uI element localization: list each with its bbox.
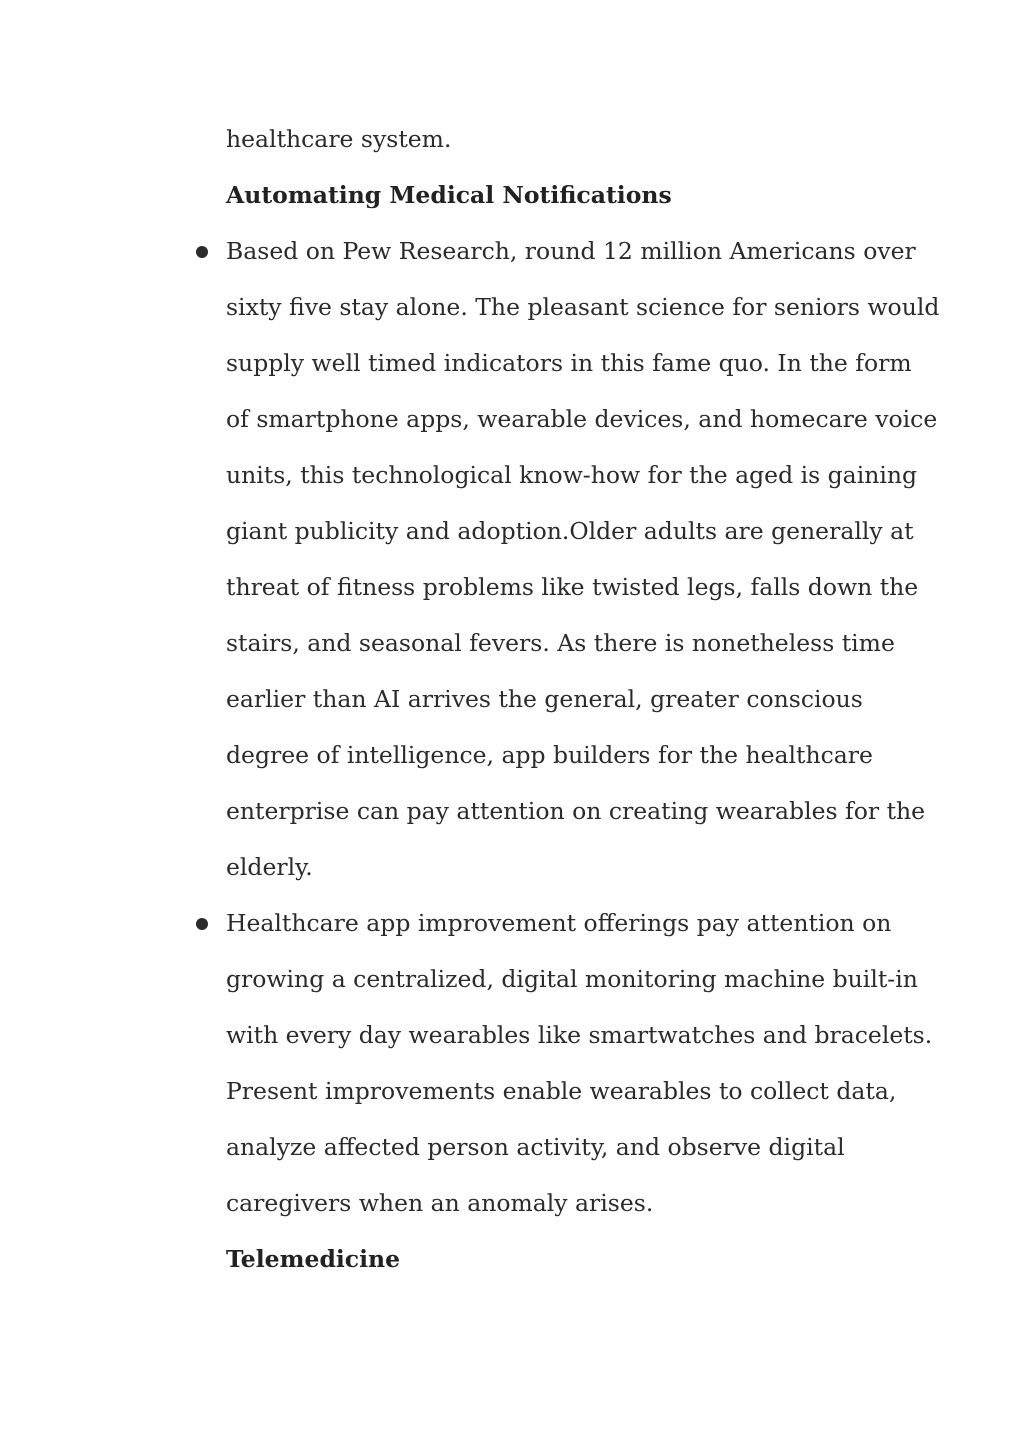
bullet1-line: of smartphone apps, wearable devices, and homecare voice bbox=[226, 405, 938, 433]
bullet1-line: earlier than AI arrives the general, greater conscious bbox=[226, 685, 863, 713]
bullet1-line: units, this technological know-how for the aged is gaining bbox=[226, 461, 918, 489]
bullet1-line: degree of intelligence, app builders for the healthcare bbox=[226, 741, 873, 769]
bullet-point-icon bbox=[196, 246, 208, 258]
bullet1-line: sixty five stay alone. The pleasant science for seniors would bbox=[226, 293, 940, 321]
bullet1-line: giant publicity and adoption.Older adults are generally at bbox=[226, 517, 914, 545]
bullet2-line: growing a centralized, digital monitoring machine built-in bbox=[226, 965, 918, 993]
intro-fragment: healthcare system. bbox=[226, 125, 452, 153]
section-heading-automating-medical-notifications: Automating Medical Notifications bbox=[226, 181, 672, 209]
bullet2-line: Present improvements enable wearables to collect data, bbox=[226, 1077, 897, 1105]
bullet2-line: analyze affected person activity, and observe digital bbox=[226, 1133, 845, 1161]
bullet-point-icon bbox=[196, 918, 208, 930]
section-heading-telemedicine: Telemedicine bbox=[226, 1245, 401, 1273]
bullet1-line: Based on Pew Research, round 12 million Americans over bbox=[226, 237, 916, 265]
bullet2-line: Healthcare app improvement offerings pay attention on bbox=[226, 909, 892, 937]
bullet2-line: caregivers when an anomaly arises. bbox=[226, 1189, 654, 1217]
bullet2-line: with every day wearables like smartwatches and bracelets. bbox=[226, 1021, 933, 1049]
bullet1-line: elderly. bbox=[226, 853, 313, 881]
bullet1-line: threat of fitness problems like twisted legs, falls down the bbox=[226, 573, 919, 601]
bullet1-line: enterprise can pay attention on creating wearables for the bbox=[226, 797, 926, 825]
bullet1-line: supply well timed indicators in this fame quo. In the form bbox=[226, 349, 912, 377]
bullet1-line: stairs, and seasonal fevers. As there is nonetheless time bbox=[226, 629, 895, 657]
